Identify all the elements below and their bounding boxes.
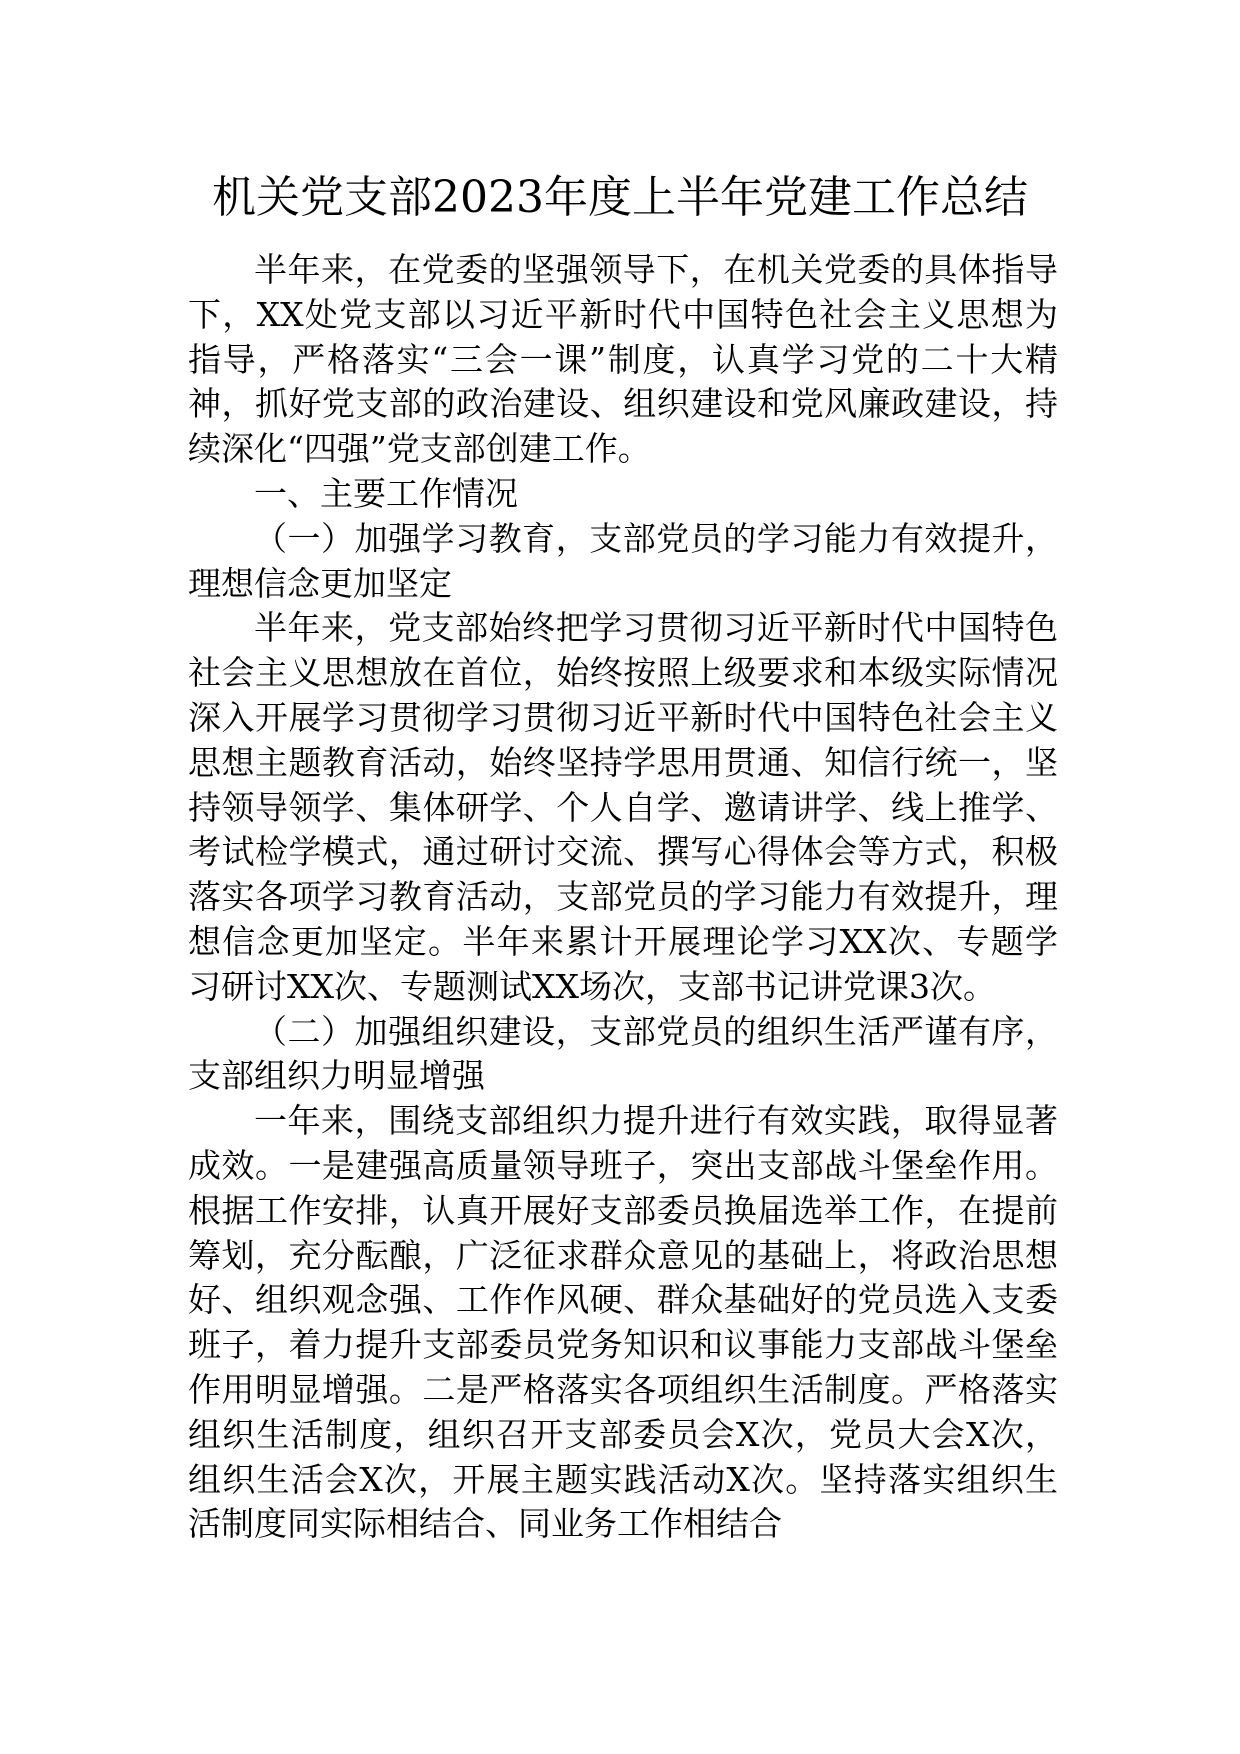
study-paragraph: 半年来，党支部始终把学习贯彻习近平新时代中国特色社会主义思想放在首位，始终按照上级要求和本级实际情况深入开展学习贯彻学习贯彻习近平新时代中国特色社会主义思想主题教育活动，始终坚持学思用贯通、知信行统一，坚持领导领学、集体研学、个人自学、邀请讲学、线上推学、考试检学模式，通过研讨交流、撰写心得体会等方式，积极落实各项学习教育活动，支部党员的学习能力有效提升，理想信念更加坚定。半年来累计开展理论学习XX次、专题学习研讨XX次、专题测试XX场次，支部书记讲党课3次。 <box>188 608 1058 1006</box>
organization-paragraph: 一年来，围绕支部组织力提升进行有效实践，取得显著成效。一是建强高质量领导班子，突出支部战斗堡垒作用。根据工作安排，认真开展好支部委员换届选举工作，在提前筹划，充分酝酿，广泛征求群众意见的基础上，将政治思想好、组织观念强、工作作风硬、群众基础好的党员选入支委班子，着力提升支部委员党务知识和议事能力支部战斗堡垒作用明显增强。二是严格落实各项组织生活制度。严格落实组织生活制度，组织召开支部委员会X次，党员大会X次，组织生活会X次，开展主题实践活动X次。坚持落实组织生活制度同实际相结合、同业务工作相结合 <box>188 1101 1058 1544</box>
intro-paragraph: 半年来，在党委的坚强领导下，在机关党委的具体指导下，XX处党支部以习近平新时代中国特色社会主义思想为指导，严格落实“三会一课”制度，认真学习党的二十大精神，抓好党支部的政治建设、组织建设和党风廉政建设，持续深化“四强”党支部创建工作。 <box>188 250 1058 469</box>
subsection-heading-2: （二）加强组织建设，支部党员的组织生活严谨有序，支部组织力明显增强 <box>188 1011 1058 1096</box>
document-body <box>188 248 1058 1547</box>
section-heading-1: 一、主要工作情况 <box>254 473 518 513</box>
document-title: 机关党支部2023年度上半年党建工作总结 <box>212 172 1028 223</box>
subsection-heading-1: （一）加强学习教育，支部党员的学习能力有效提升，理想信念更加坚定 <box>188 518 1058 603</box>
